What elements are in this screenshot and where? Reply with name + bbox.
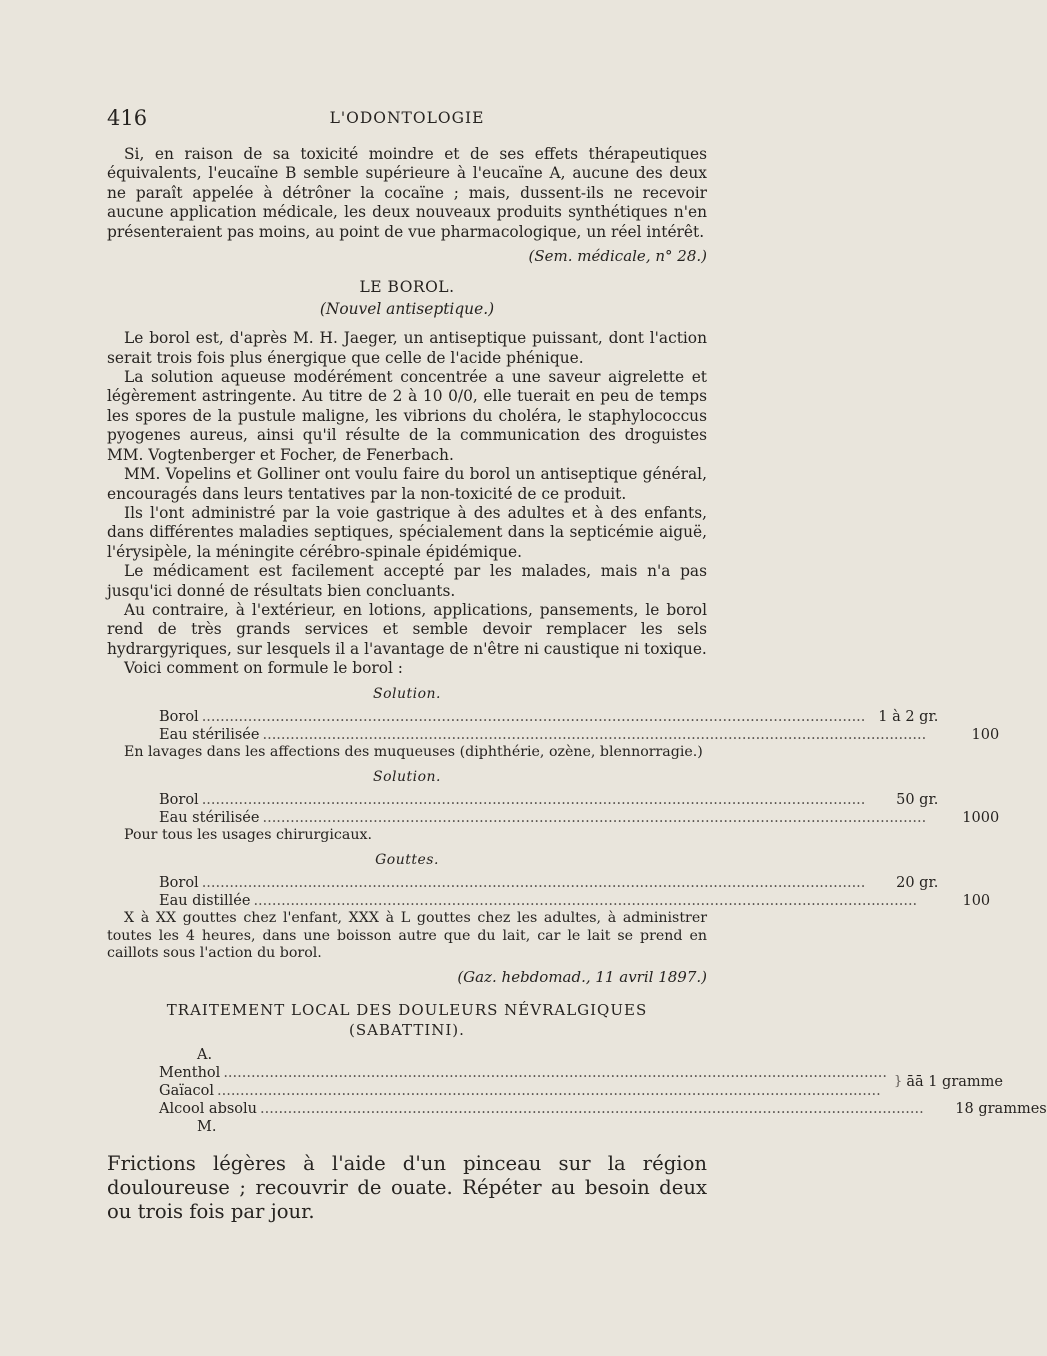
section-title: TRAITEMENT LOCAL DES DOULEURS NÉVRALGIQUES (SABATTINI). — [166, 1001, 648, 1039]
page-number: 416 — [107, 106, 148, 130]
page-header — [107, 106, 707, 134]
recipe-row — [159, 809, 1000, 827]
recipe-note: Pour tous les usages chirurgicaux. — [124, 826, 372, 843]
recipe-note: X à XX gouttes chez l'enfant, XXX à L gouttes chez les adultes, à administrer toutes les 4 heures, dans une boisson autre que du lait, car le lait se prend en caillots sous l'action du borol. — [107, 909, 707, 962]
intro-paragraph: Si, en raison de sa toxicité moindre et de ses effets thérapeutiques équivalents, l'eucaïne B semble supérieure à l'eucaïne A, aucune des deux ne paraît appelée à détrôner la cocaïne ; mais, dussent-ils ne recevoir aucune application médicale, les deux nouveaux produits synthétiques n'en présenteraient pas moins, au point de vue pharmacologique, un réel intérêt. — [107, 145, 707, 241]
recipe-rows — [159, 874, 991, 910]
ingredient-quantity: 50 gr. — [896, 791, 939, 808]
dot-leader — [202, 791, 866, 809]
recipe-heading: Solution. — [372, 768, 441, 785]
recipe-heading: Gouttes. — [375, 851, 439, 868]
page-body — [107, 145, 1047, 1224]
ingredient-name: Gaïacol — [159, 1082, 214, 1099]
ingredient-quantity: 1000 — [962, 809, 1000, 826]
intro-source: (Sem. médicale, n° 28.) — [528, 247, 707, 266]
recipe-row — [159, 892, 991, 910]
recipe-note: En lavages dans les affections des muqueuses (diphthérie, ozène, blennorragie.) — [124, 743, 703, 760]
recipe-row — [159, 874, 939, 892]
recipe-rows — [159, 791, 1000, 827]
recipe-row — [159, 1082, 890, 1100]
dot-leader — [223, 1064, 887, 1082]
ingredient-name: Eau distillée — [159, 892, 251, 909]
paragraph: Voici comment on formule le borol : — [124, 659, 403, 678]
paragraph: Au contraire, à l'extérieur, en lotions, applications, pansements, le borol rend de très grands services et semble devoir remplacer les sels hydrargyriques, sur lesquels il a l'avantage de n'être ni caustique ni toxique. — [107, 600, 707, 658]
running-title: L'ODONTOLOGIE — [329, 109, 485, 127]
dot-leader — [262, 809, 926, 827]
paragraph: La solution aqueuse modérément concentrée a une saveur aigrelette et légèrement astringente. Au titre de 2 à 10 0/0, elle tuerait en peu de temps les spores de la pustule maligne, les vibrions du choléra, le staphylococcus pyogenes aureus, ainsi qu'il résulte de la communication des droguistes MM. Vogtenberger et Focher, de Fenerbach. — [107, 368, 707, 464]
recipe-row — [159, 1064, 890, 1082]
ingredient-name: Alcool absolu — [159, 1100, 258, 1117]
recipe-row — [159, 708, 939, 726]
ingredient-name: Borol — [159, 791, 199, 808]
paragraph: Le médicament est facilement accepté par les malades, mais n'a pas jusqu'ici donné de résultats bien concluants. — [107, 562, 707, 600]
formula-rows — [159, 1064, 1047, 1118]
recipe-rows — [159, 708, 1000, 744]
ingredient-name: Eau stérilisée — [159, 726, 260, 743]
recipe-heading: Solution. — [372, 685, 441, 702]
ingredient-name: Borol — [159, 708, 199, 725]
dot-leader — [202, 708, 866, 726]
dot-leader — [262, 726, 926, 744]
paragraph: MM. Vopelins et Golliner ont voulu faire du borol un antiseptique général, encouragés dans leurs tentatives par la non-toxicité de ce produit. — [107, 465, 707, 503]
recipe-row — [159, 791, 939, 809]
recipe-row — [159, 726, 1000, 744]
ingredient-quantity: 20 gr. — [896, 874, 939, 891]
recipe-row — [159, 1100, 1047, 1118]
formula-letter: A. — [197, 1046, 213, 1063]
ingredient-quantity: 1 à 2 gr. — [878, 708, 939, 725]
dot-leader — [217, 1082, 887, 1100]
paragraph: Ils l'ont administré par la voie gastrique à des adultes et à des enfants, dans différentes maladies septiques, spécialement dans la septicémie aiguë, l'érysipèle, la méningite cérébro-spinale épidémique. — [107, 503, 707, 561]
borol-source: (Gaz. hebdomad., 11 avril 1897.) — [457, 967, 707, 986]
formula-letter: M. — [197, 1118, 217, 1135]
dot-leader — [253, 892, 917, 910]
ingredient-quantity: 100 — [971, 726, 1000, 743]
shared-quantity: āā 1 gramme — [906, 1073, 1003, 1090]
dot-leader — [202, 874, 866, 892]
paragraph: Le borol est, d'après M. H. Jaeger, un antiseptique puissant, dont l'action serait trois fois plus énergique que celle de l'acide phénique. — [107, 329, 707, 367]
ingredient-name: Menthol — [159, 1064, 221, 1081]
section-title: LE BOROL. — [359, 278, 455, 297]
brace-icon: } — [894, 1073, 903, 1089]
ingredient-quantity: 18 grammes — [955, 1100, 1047, 1117]
dot-leader — [260, 1100, 924, 1118]
section-subtitle: (Nouvel antiseptique.) — [319, 299, 495, 318]
final-instruction: Frictions légères à l'aide d'un pinceau sur la région douloureuse ; recouvrir de ouate. Répéter au besoin deux ou trois fois par jour. — [107, 1151, 707, 1223]
ingredient-name: Eau stérilisée — [159, 809, 260, 826]
ingredient-quantity: 100 — [962, 892, 991, 909]
ingredient-name: Borol — [159, 874, 199, 891]
